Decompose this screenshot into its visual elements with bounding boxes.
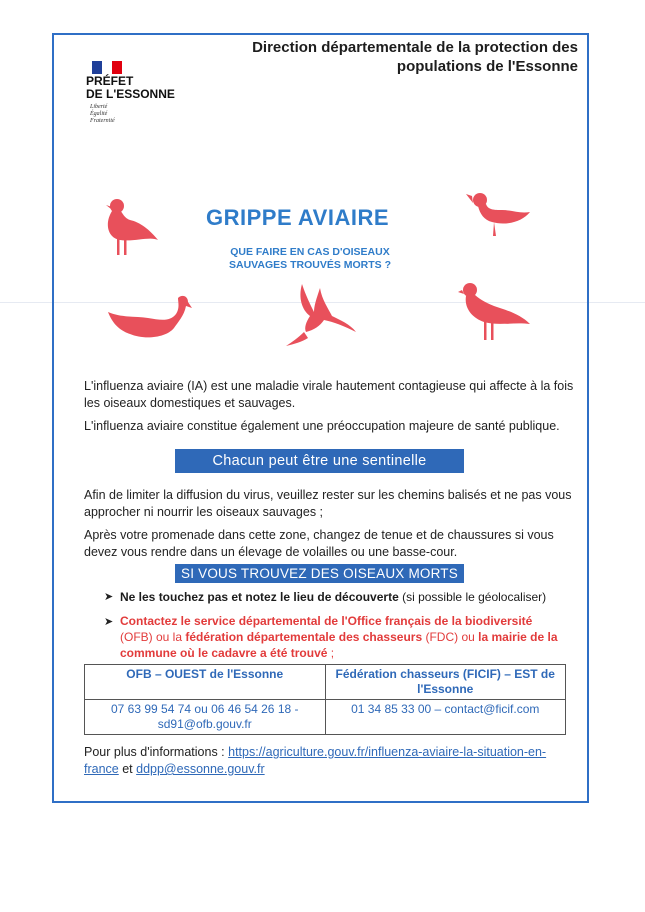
instruction-2-sep1: (OFB) ou la — [120, 630, 186, 644]
ddpp-email-link[interactable]: ddpp@essonne.gouv.fr — [136, 762, 265, 776]
swan-icon — [108, 292, 192, 342]
table-row — [85, 700, 566, 735]
motto-egalite: Égalité — [90, 111, 108, 117]
sentinel-paragraph-2: Après votre promenade dans cette zone, changez de tenue et de chaussures si vous devez vous rendre dans un élevage de volailles ou une basse-cour. — [84, 528, 554, 559]
bullet-arrow-icon: ➤ — [104, 616, 114, 628]
instruction-2-sep2: (FDC) ou — [422, 630, 479, 644]
instruction-1-rest: (si possible le géolocaliser) — [398, 590, 547, 604]
sentinel-banner: Chacun peut être une sentinelle — [175, 449, 464, 473]
contacts-col1-header: OFB – OUEST de l'Essonne — [85, 665, 326, 700]
instruction-2-ofb: Contactez le service départemental de l'Office français de la biodiversité — [120, 614, 533, 628]
header-title-line2: populations de l'Essonne — [396, 58, 578, 75]
republic-motto — [90, 104, 115, 125]
contacts-table — [84, 664, 566, 735]
motto-fraternite: Fraternité — [90, 118, 115, 124]
instruction-item-2 — [120, 613, 560, 661]
logo-line1: PRÉFET — [86, 74, 134, 88]
logo-line2: DE L'ESSONNE — [86, 87, 175, 101]
instruction-item-1 — [120, 589, 560, 605]
more-info-prefix: Pour plus d'informations : — [84, 745, 229, 759]
instruction-2-mairie: la mairie de la commune où le cadavre a été trouvé — [120, 630, 558, 660]
header-title — [200, 38, 578, 76]
flag-blue — [92, 61, 102, 74]
contacts-col1-value[interactable]: 07 63 99 54 74 ou 06 46 54 26 18 - sd91@ofb.gouv.fr — [85, 700, 326, 735]
dead-birds-banner: SI VOUS TROUVEZ DES OISEAUX MORTS — [175, 564, 464, 583]
contacts-col2-value[interactable]: 01 34 85 33 00 – contact@ficif.com — [325, 700, 566, 735]
more-info-middle: et — [118, 762, 137, 776]
intro-paragraph-2: L'influenza aviaire constitue également une préoccupation majeure de santé publique. — [84, 419, 560, 433]
intro-paragraph-1: L'influenza aviaire (IA) est une maladie virale hautement contagieuse qui affecte à la fois les oiseaux domestiques et sauvages. — [84, 379, 574, 410]
agriculture-link[interactable]: https://agriculture.gouv.fr/influenza-aviaire-la-situation-en-france — [84, 745, 547, 776]
subtitle-line2: SAUVAGES TROUVÉS MORTS ? — [229, 259, 391, 271]
motto-liberte: Liberté — [90, 104, 108, 110]
contacts-col2-header: Fédération chasseurs (FICIF) – EST de l'Essonne — [325, 665, 566, 700]
bullet-arrow-icon: ➤ — [104, 591, 114, 603]
main-title: GRIPPE AVIAIRE — [206, 205, 390, 230]
instruction-2-end: ; — [327, 646, 335, 660]
flag-red — [112, 61, 122, 74]
gull-standing-icon — [458, 282, 530, 342]
gull-icon — [100, 196, 160, 258]
subtitle-line1: QUE FAIRE EN CAS D'OISEAUX — [230, 246, 390, 258]
instruction-1-bold: Ne les touchez pas et notez le lieu de découverte — [120, 590, 399, 604]
instruction-2-fdc: fédération départementale des chasseurs — [185, 630, 423, 644]
header-title-line1: Direction départementale de la protection des — [252, 39, 578, 56]
duck-icon — [466, 190, 532, 240]
more-info — [84, 744, 574, 778]
table-row — [85, 665, 566, 700]
flying-goose-icon — [284, 284, 360, 350]
flag-white — [102, 61, 112, 74]
prefecture-logo-text — [86, 75, 175, 101]
subtitle — [215, 246, 405, 272]
french-flag-icon — [92, 61, 122, 74]
sentinel-paragraph-1: Afin de limiter la diffusion du virus, veuillez rester sur les chemins balisés et ne pas vous approcher ni nourrir les oiseaux sauvages ; — [84, 488, 572, 519]
